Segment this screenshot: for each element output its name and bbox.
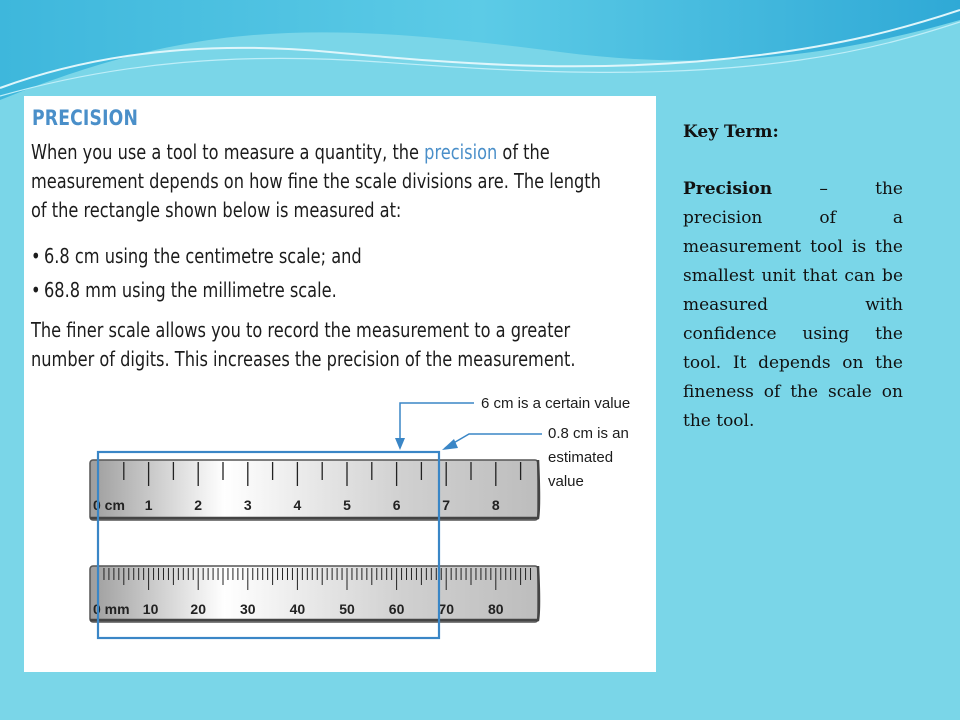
intro-paragraph	[31, 138, 601, 225]
cm-unit-label: 0 cm	[93, 497, 125, 513]
certain-value-label: 6 cm is a certain value	[481, 395, 631, 412]
key-term-definition-text: – the precision of a measurement tool is the smallest unit that can be measured with confidence using the tool. It depends on the fineness of the scale on the tool.	[683, 179, 903, 431]
mm-unit-label: 0 mm	[93, 601, 130, 617]
millimetre-ruler	[90, 566, 539, 622]
cm-tick-label: 1	[144, 497, 153, 513]
precision-term: precision	[424, 140, 498, 164]
cm-tick-label: 2	[194, 497, 203, 513]
conclusion-paragraph	[31, 316, 576, 374]
conclusion-line-2: number of digits. This increases the precision of the measurement.	[31, 347, 576, 371]
cm-tick-label: 3	[243, 497, 252, 513]
conclusion-line-1: The finer scale allows you to record the measurement to a greater	[31, 318, 571, 342]
cm-tick-label: 6	[392, 497, 401, 513]
cm-tick-label: 5	[343, 497, 351, 513]
cm-tick-label: 7	[442, 497, 451, 513]
mm-tick-label: 40	[289, 601, 306, 617]
header-wave-decoration	[0, 0, 960, 110]
bullet-item-cm: • 6.8 cm using the centimetre scale; and	[31, 244, 362, 268]
key-term-box	[683, 118, 903, 436]
key-term-definition	[683, 175, 903, 436]
mm-tick-label: 10	[142, 601, 159, 617]
key-term-word: Precision	[683, 179, 773, 199]
key-term-title: Key Term:	[683, 122, 779, 142]
bullet-icon: •	[31, 278, 41, 302]
mm-tick-label: 50	[339, 601, 355, 617]
mm-tick-label: 20	[190, 601, 206, 617]
intro-line-1: When you use a tool to measure a quantity, the precision of the	[31, 140, 550, 164]
section-heading: PRECISION	[32, 106, 139, 130]
cm-tick-label: 4	[293, 497, 302, 513]
intro-line-2: measurement depends on how fine the scale divisions are. The length	[31, 169, 601, 193]
centimetre-ruler	[90, 460, 539, 520]
textbook-excerpt-panel	[24, 96, 656, 672]
bullet-item-mm: • 68.8 mm using the millimetre scale.	[31, 278, 337, 302]
estimated-value-label: 0.8 cm is an estimated value	[548, 425, 629, 490]
estimated-value-callout-line	[445, 434, 542, 448]
ruler-figure	[24, 376, 656, 672]
bullet-icon: •	[31, 244, 41, 268]
intro-line-3: of the rectangle shown below is measured at:	[31, 198, 402, 222]
mm-tick-label: 60	[388, 601, 405, 617]
cm-tick-label: 8	[491, 497, 500, 513]
estimated-value-arrow-icon	[442, 439, 458, 450]
certain-value-arrow-icon	[395, 438, 405, 450]
mm-tick-label: 70	[438, 601, 454, 617]
certain-value-callout-line	[400, 403, 474, 446]
mm-tick-label: 30	[240, 601, 256, 617]
mm-tick-label: 80	[488, 601, 504, 617]
